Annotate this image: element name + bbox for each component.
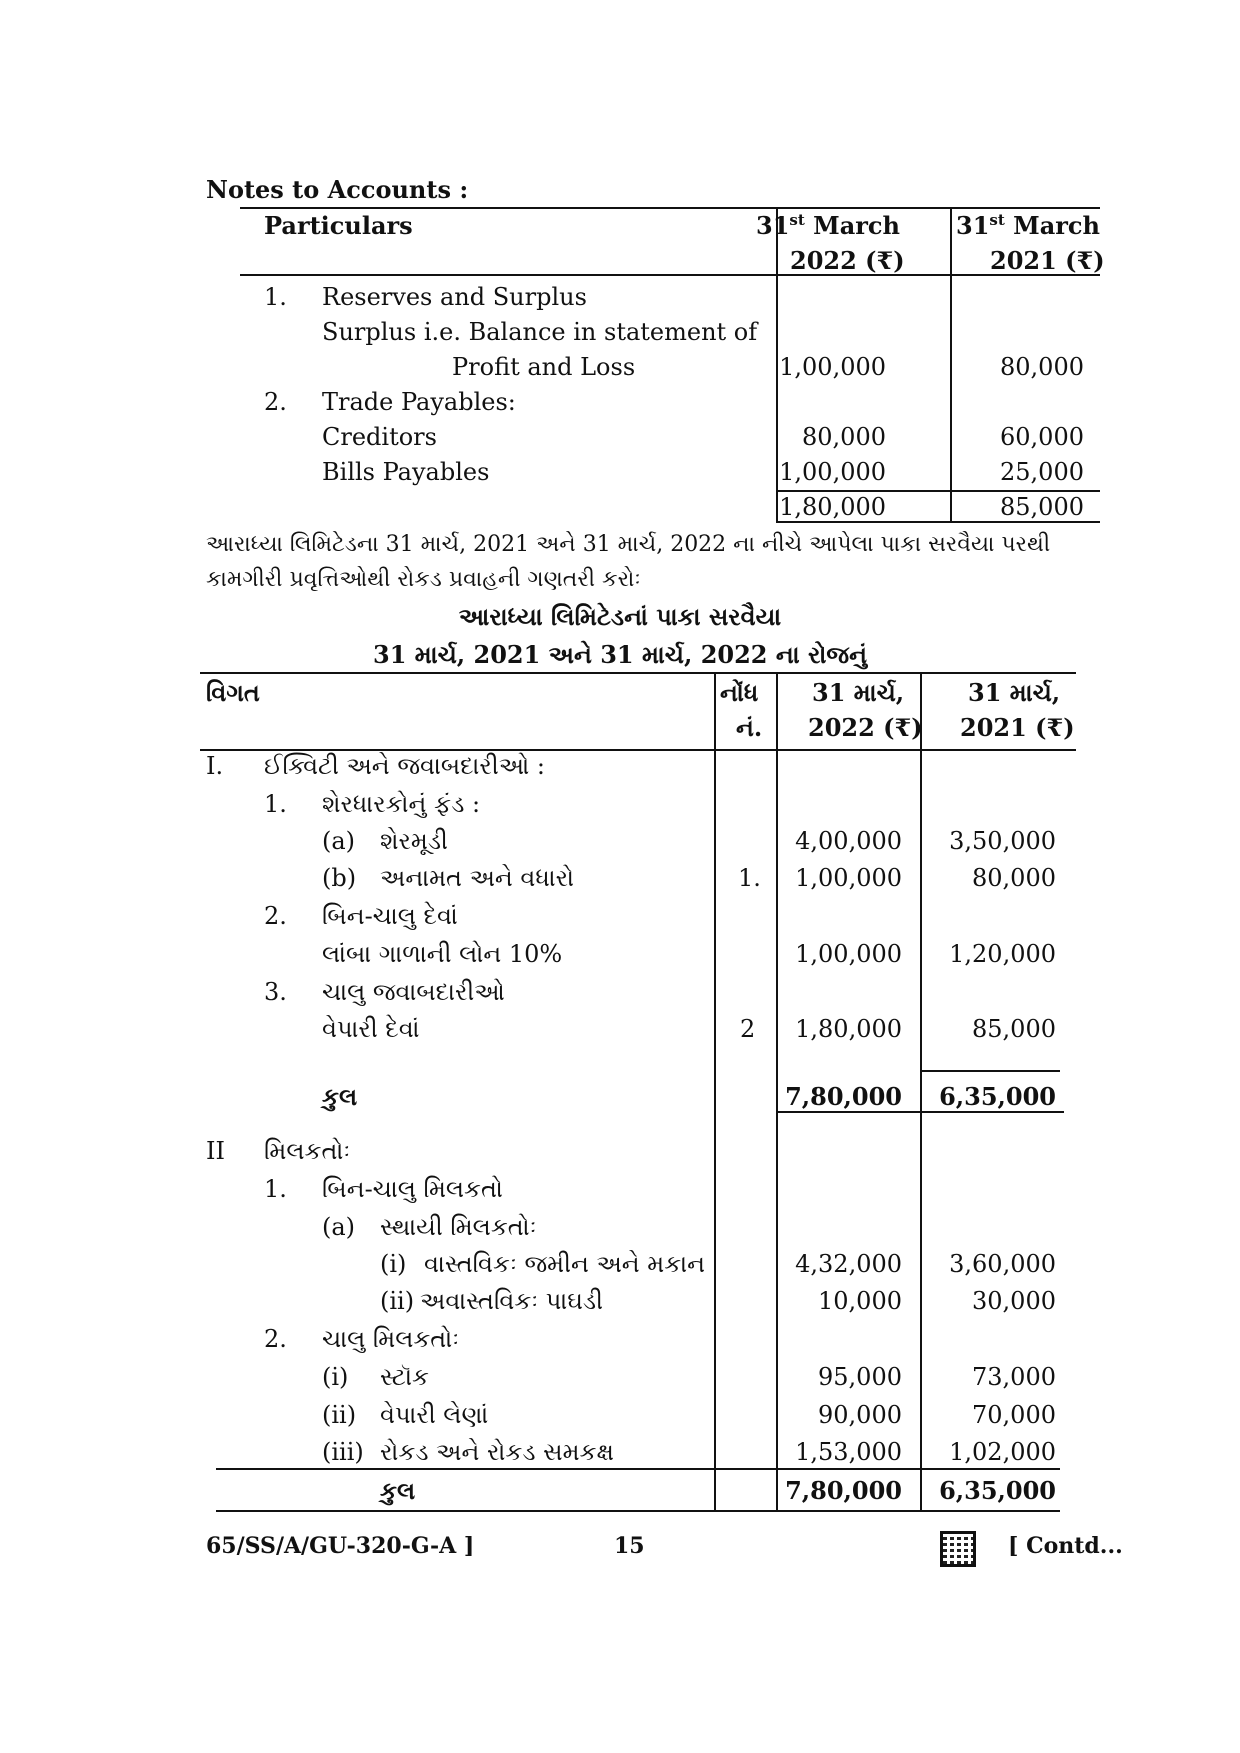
bs-row-title: સ્ટૉક — [380, 1363, 429, 1391]
bs-total-rule — [778, 1111, 1064, 1113]
bs-value-2021: 3,50,000 — [949, 827, 1056, 855]
qr-code-icon — [940, 1531, 976, 1567]
bs-total-label: કુલ — [380, 1476, 416, 1505]
bs-row-number: 1. — [264, 1175, 287, 1203]
bs-row-number: (ii) — [380, 1287, 415, 1315]
bs-header-rule — [200, 749, 1076, 751]
bs-row-title: શેરમૂડી — [380, 827, 448, 855]
bs-value-2021: 30,000 — [972, 1287, 1056, 1315]
notes-value-2021: 60,000 — [1000, 423, 1084, 451]
bs-assets-total-top-rule — [216, 1468, 1060, 1470]
question-text-line2: કામગીરી પ્રવૃત્તિઓથી રોકડ પ્રવાહની ગણતરી કરોઃ — [206, 567, 641, 592]
bs-header-2022: 31 માર્ચ, — [812, 678, 905, 707]
bs-row-number: (i) — [322, 1363, 349, 1391]
notes-heading: Notes to Accounts : — [206, 175, 469, 204]
notes-item-title: Reserves and Surplus — [322, 283, 587, 311]
notes-item-title: Trade Payables: — [322, 388, 516, 416]
bs-note-ref: 1. — [738, 864, 761, 892]
notes-value-2022: 1,00,000 — [779, 458, 886, 486]
notes-item-text: Creditors — [322, 423, 437, 451]
bs-row-title: ચાલુ જવાબદારીઓ — [322, 978, 505, 1006]
bs-row-title: સ્થાયી મિલકતોઃ — [380, 1213, 537, 1241]
bs-value-2021: 80,000 — [972, 864, 1056, 892]
notes-value-2022: 1,00,000 — [779, 353, 886, 381]
bs-header-2021-year: 2021 (₹) — [960, 713, 1075, 742]
bs-row-title: અનામત અને વધારો — [380, 864, 575, 892]
footer-contd: [ Contd... — [1008, 1533, 1123, 1559]
notes-total-rule — [776, 490, 1100, 492]
bs-total-2022: 7,80,000 — [785, 1476, 902, 1505]
notes-value-2021: 25,000 — [1000, 458, 1084, 486]
bs-row-number: (a) — [322, 1213, 356, 1241]
notes-top-rule — [240, 207, 1100, 209]
bs-value-2022: 1,00,000 — [795, 864, 902, 892]
bs-value-2022: 1,80,000 — [795, 1015, 902, 1043]
bs-section-title: ઈક્વિટી અને જવાબદારીઓ : — [264, 752, 545, 780]
bs-row-title: વેપારી લેણાં — [380, 1401, 489, 1429]
bs-row-number: 3. — [264, 978, 287, 1006]
notes-item-number: 1. — [264, 283, 287, 311]
notes-bottom-rule — [776, 521, 1100, 523]
bs-total-2021: 6,35,000 — [939, 1476, 1056, 1505]
notes-item-text: Surplus i.e. Balance in statement of — [322, 318, 758, 346]
question-text-line1: આરાધ્યા લિમિટેડના 31 માર્ચ, 2021 અને 31 માર્ચ, 2022 ના નીચે આપેલા પાકા સરવૈયા પરથી — [206, 532, 1051, 557]
bs-row-number: 2. — [264, 1325, 287, 1353]
bs-row-title: બિન-ચાલુ દેવાં — [322, 902, 458, 930]
bs-header-2022-year: 2022 (₹) — [808, 713, 923, 742]
page-number: 15 — [614, 1533, 645, 1559]
notes-item-number: 2. — [264, 388, 287, 416]
bs-row-title: વેપારી દેવાં — [322, 1015, 420, 1043]
bs-total-label: કુલ — [322, 1082, 358, 1111]
notes-header-col2-line1: 31st March — [956, 211, 1100, 240]
bs-row-title: રોકડ અને રોકડ સમકક્ષ — [380, 1438, 614, 1466]
bs-row-title: ચાલુ મિલકતોઃ — [322, 1325, 460, 1353]
bs-value-2022: 1,53,000 — [795, 1438, 902, 1466]
bs-value-2022: 4,00,000 — [795, 827, 902, 855]
bs-row-title: શેરધારકોનું ફંડ : — [322, 790, 481, 818]
bs-row-number: (iii) — [322, 1438, 364, 1466]
bs-note-ref: 2 — [740, 1015, 756, 1043]
bs-row-number: 2. — [264, 902, 287, 930]
bs-top-rule — [200, 672, 1076, 674]
bs-header-note: નોંધ — [720, 678, 759, 707]
bs-header-note-no: નં. — [736, 713, 763, 742]
bs-value-2021: 3,60,000 — [949, 1250, 1056, 1278]
bs-value-2022: 1,00,000 — [795, 940, 902, 968]
bs-row-number: (b) — [322, 864, 357, 892]
bs-col-divider-1 — [714, 672, 716, 1512]
footer-code: 65/SS/A/GU-320-G-A ] — [206, 1533, 475, 1559]
balance-sheet-title: આરાધ્યા લિમિટેડનાં પાકા સરવૈયા — [458, 602, 782, 631]
notes-header-particulars: Particulars — [264, 211, 413, 240]
bs-row-number: (a) — [322, 827, 356, 855]
bs-header-particulars: વિગત — [206, 678, 260, 707]
bs-value-2021: 1,02,000 — [949, 1438, 1056, 1466]
notes-header-rule — [240, 274, 1100, 276]
bs-value-2021: 1,20,000 — [949, 940, 1056, 968]
bs-value-2022: 10,000 — [818, 1287, 902, 1315]
notes-header-col1-line2: 2022 (₹) — [790, 246, 905, 275]
notes-header-col2-line2: 2021 (₹) — [990, 246, 1105, 275]
notes-total-2021: 85,000 — [1000, 493, 1084, 521]
bs-value-2022: 95,000 — [818, 1363, 902, 1391]
bs-value-2021: 73,000 — [972, 1363, 1056, 1391]
bs-value-2021: 70,000 — [972, 1401, 1056, 1429]
bs-row-title: વાસ્તવિકઃ જમીન અને મકાન — [424, 1250, 705, 1278]
bs-section-number: II — [206, 1137, 225, 1165]
bs-row-number: (i) — [380, 1250, 407, 1278]
notes-header-col1-line1: 31st March — [756, 211, 900, 240]
bs-row-title: લાંબા ગાળાની લોન 10% — [322, 940, 563, 968]
bs-row-title: બિન-ચાલુ મિલકતો — [322, 1175, 503, 1203]
bs-header-2021: 31 માર્ચ, — [968, 678, 1061, 707]
bs-value-2022: 4,32,000 — [795, 1250, 902, 1278]
bs-subtotal-rule — [920, 1070, 1060, 1072]
bs-bottom-rule — [216, 1510, 1060, 1512]
bs-total-2021: 6,35,000 — [939, 1082, 1056, 1111]
bs-total-2022: 7,80,000 — [785, 1082, 902, 1111]
bs-value-2021: 85,000 — [972, 1015, 1056, 1043]
notes-item-text: Bills Payables — [322, 458, 490, 486]
balance-sheet-subtitle: 31 માર્ચ, 2021 અને 31 માર્ચ, 2022 ના રોજનું — [373, 640, 867, 669]
bs-row-number: 1. — [264, 790, 287, 818]
bs-row-title: અવાસ્તવિકઃ પાઘડી — [420, 1287, 603, 1315]
notes-value-2021: 80,000 — [1000, 353, 1084, 381]
bs-section-title: મિલકતોઃ — [264, 1137, 351, 1165]
notes-item-text: Profit and Loss — [452, 353, 636, 381]
bs-section-number: I. — [206, 752, 224, 780]
notes-value-2022: 80,000 — [802, 423, 886, 451]
bs-value-2022: 90,000 — [818, 1401, 902, 1429]
bs-row-number: (ii) — [322, 1401, 357, 1429]
notes-total-2022: 1,80,000 — [779, 493, 886, 521]
